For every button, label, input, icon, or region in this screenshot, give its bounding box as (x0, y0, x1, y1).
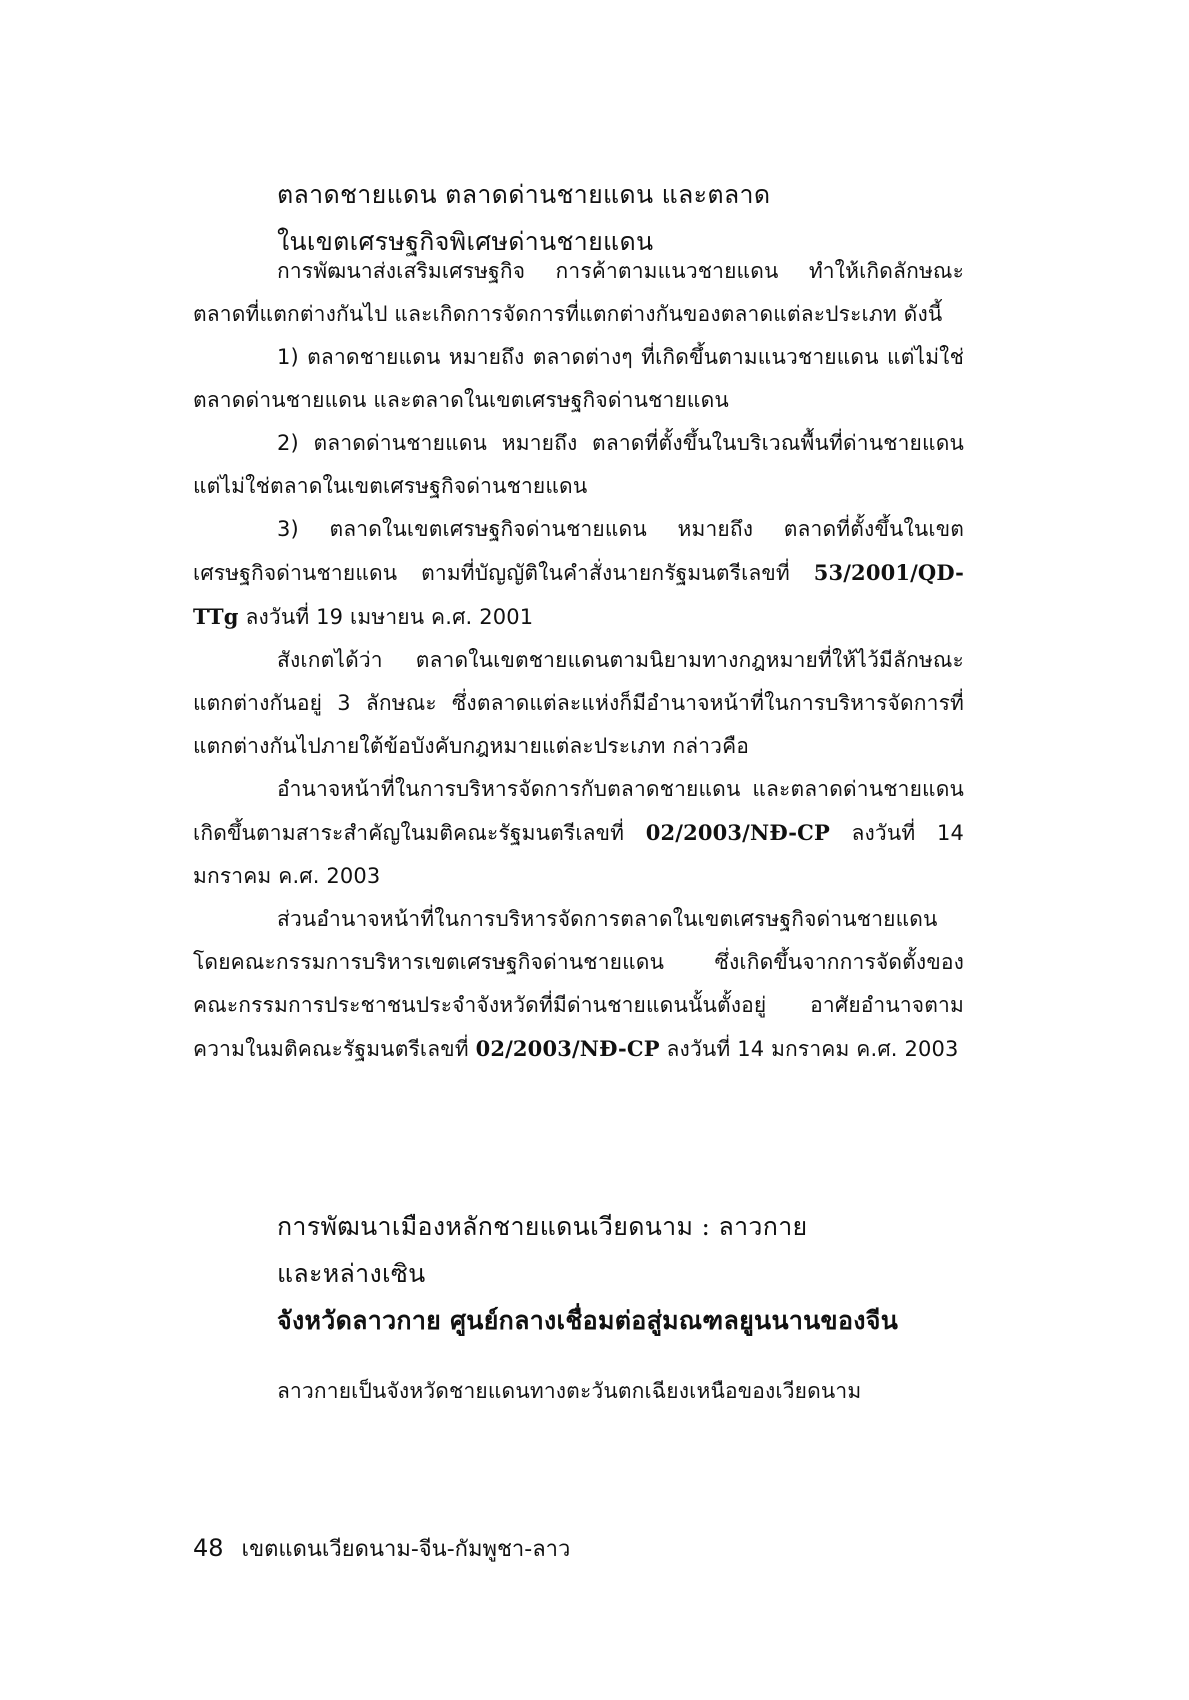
section-heading-2-line-1: การพัฒนาเมืองหลักชายแดนเวียดนาม : ลาวกาย (277, 1212, 808, 1241)
section-heading-2 (277, 1203, 898, 1344)
paragraph-authority-1: อำนาจหน้าที่ในการบริหารจัดการกับตลาดชายแดน และตลาดด่านชายแดน เกิดขึ้นตามสาระสำคัญในมติคณะรัฐมนตรีเลขที่ 02/2003/NĐ-CP ลงวันที่ 14 มกราคม ค.ศ. 2003 (193, 777, 964, 888)
paragraph-intro: การพัฒนาส่งเสริมเศรษฐกิจ การค้าตามแนวชายแดน ทำให้เกิดลักษณะตลาดที่แตกต่างกันไป และเกิดการจัดการที่แตกต่างกันของตลาดแต่ละประเภท ดังนี้ (193, 259, 964, 326)
paragraph-item-1: 1) ตลาดชายแดน หมายถึง ตลาดต่างๆ ที่เกิดขึ้นตามแนวชายแดน แต่ไม่ใช่ตลาดด่านชายแดน และตลาดในเขตเศรษฐกิจด่านชายแดน (193, 345, 964, 412)
paragraph-observation: สังเกตได้ว่า ตลาดในเขตชายแดนตามนิยามทางกฎหมายที่ให้ไว้มีลักษณะแตกต่างกันอยู่ 3 ลักษณะ ซึ่งตลาดแต่ละแห่งก็มีอำนาจหน้าที่ในการบริหารจัดการที่แตกต่างกันไปภายใต้ข้อบังคับกฎหมายแต่ละประเภท กล่าวคือ (193, 648, 964, 758)
running-title: เขตแดนเวียดนาม-จีน-กัมพูชา-ลาว (241, 1537, 571, 1562)
section-body (193, 250, 964, 1071)
paragraph-authority-2: ส่วนอำนาจหน้าที่ในการบริหารจัดการตลาดในเขตเศรษฐกิจด่านชายแดน โดยคณะกรรมการบริหารเขตเศรษฐกิจด่านชายแดน ซึ่งเกิดขึ้นจากการจัดตั้งของคณะกรรมการประชาชนประจำจังหวัดที่มีด่านชายแดนนั้นตั้งอยู่ อาศัยอำนาจตามความในมติคณะรัฐมนตรีเลขที่ 02/2003/NĐ-CP ลงวันที่ 14 มกราคม ค.ศ. 2003 (193, 907, 964, 1061)
section-heading-2-line-2: และหล่างเซิน (277, 1259, 426, 1288)
paragraph-laocai: ลาวกายเป็นจังหวัดชายแดนทางตะวันตกเฉียงเหนือของเวียดนาม (277, 1379, 862, 1403)
section-heading-line-2: ในเขตเศรษฐกิจพิเศษด่านชายแดน (277, 227, 654, 256)
paragraph-item-3: 3) ตลาดในเขตเศรษฐกิจด่านชายแดน หมายถึง ตลาดที่ตั้งขึ้นในเขตเศรษฐกิจด่านชายแดน ตามที่บัญญัติในคำสั่งนายกรัฐมนตรีเลขที่ 53/2001/QD-TTg ลงวันที่ 19 เมษายน ค.ศ. 2001 (193, 517, 964, 629)
paragraph-item-2: 2) ตลาดด่านชายแดน หมายถึง ตลาดที่ตั้งขึ้นในบริเวณพื้นที่ด่านชายแดน แต่ไม่ใช่ตลาดในเขตเศรษฐกิจด่านชายแดน (193, 431, 964, 498)
subheading: จังหวัดลาวกาย ศูนย์กลางเชื่อมต่อสู่มณฑลยูนนานของจีน (277, 1306, 899, 1335)
section-2-body (193, 1370, 964, 1413)
decree-code: 02/2003/NĐ-CP (475, 1036, 660, 1061)
section-heading-line-1: ตลาดชายแดน ตลาดด่านชายแดน และตลาด (277, 180, 771, 209)
decree-code: 02/2003/NĐ-CP (645, 820, 830, 845)
page-footer (193, 1531, 570, 1566)
page-number: 48 (193, 1534, 224, 1562)
decree-code: 53/2001/QD-TTg (193, 560, 964, 629)
